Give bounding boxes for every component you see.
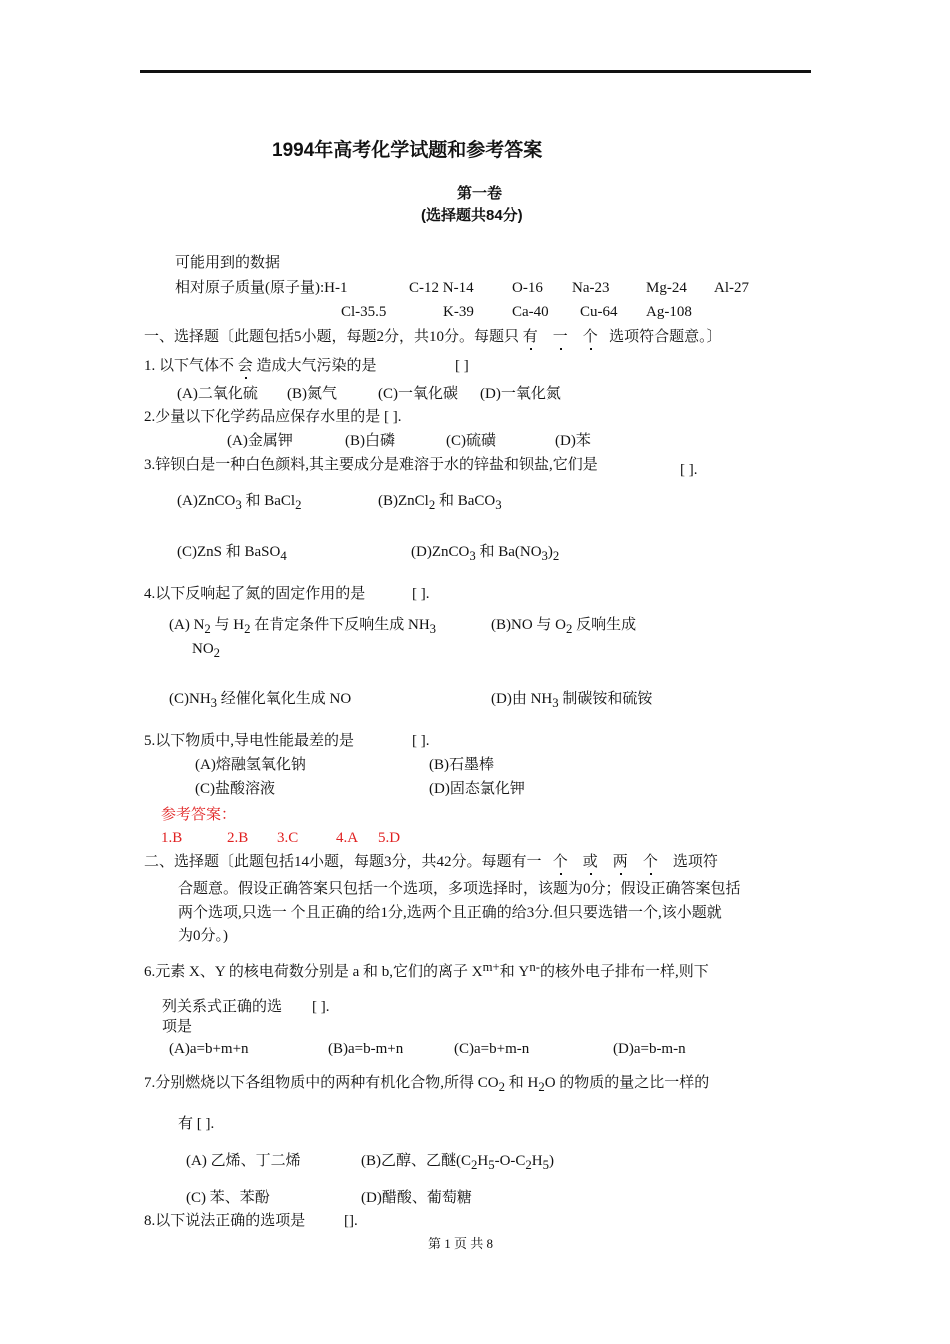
option-c: (C)ZnS 和 BaSO$_4$ [177, 544, 287, 563]
volume-heading: 第一卷 [457, 185, 503, 202]
option-a: (A)ZnCO$_3$ 和 BaCl$_2$ [177, 493, 302, 512]
option-a: (A) 乙烯、丁二烯 [186, 1153, 301, 1169]
option-c: (C)盐酸溶液 [195, 781, 275, 797]
question-6-line: 列关系式正确的选 [162, 999, 283, 1015]
atomic-mass: K-39 [443, 304, 474, 320]
question-3-stem: 3.锌钡白是一种白色颜料,其主要成分是难溶于水的锌盐和钡盐,它们是 [144, 457, 598, 473]
atomic-label: 相对原子质量(原子量):H-1 [175, 280, 348, 296]
question-2-stem: 2.少量以下化学药品应保存水里的是 [ ]. [144, 409, 402, 425]
option-a: (A)熔融氢氧化钠 [195, 757, 306, 773]
volume-note: (选择题共84分) [421, 207, 523, 224]
option-d: (D)由 $NH_3$ 制碳铵和硫铵 [491, 691, 653, 710]
option-b: (B)ZnCl$_2$ 和 BaCO$_3$ [378, 493, 502, 512]
option-b: (B)乙醇、乙醚$(C_2H_5-O-C_2H_5)$ [361, 1153, 555, 1172]
atomic-mass: Ca-40 [512, 304, 549, 320]
option-d: (D)醋酸、葡萄糖 [361, 1190, 472, 1206]
option-d: (D)苯 [555, 433, 591, 449]
option-a: (A)二氧化硫 [177, 386, 258, 402]
answer-item: 4.A [336, 830, 359, 846]
option-c: (C) 苯、苯酚 [186, 1190, 270, 1206]
option-d: (D)ZnCO$_3$ 和 $Ba(NO_3)_2$ [411, 544, 560, 563]
answer-item: 5.D [378, 830, 401, 846]
option-b: (B)氮气 [287, 386, 337, 402]
option-d: (D)a=b-m-n [613, 1041, 686, 1057]
option-c: (C)a=b+m-n [454, 1041, 530, 1057]
section2-line: 合题意。假设正确答案只包括一个选项，多项选择时，该题为0分；假设正确答案包括 [178, 881, 741, 897]
question-6-line: 项是 [162, 1019, 193, 1035]
option-a-continued: $NO_2$ [192, 641, 221, 660]
answer-item: 2.B [227, 830, 249, 846]
page-title: 1994年高考化学试题和参考答案 [272, 140, 543, 161]
question-1-stem: 1. 以下气体不 会 造成大气污染的是 [144, 358, 377, 374]
atomic-mass: Cl-35.5 [341, 304, 387, 320]
option-a: (A)金属钾 [227, 433, 293, 449]
question-7-stem: 7.分别燃烧以下各组物质中的两种有机化合物,所得 $CO_2$ 和 $H_2O$ 的物质的量之比一样的 [144, 1075, 710, 1094]
section2-line: 两个选项,只选一 个且正确的给1分,选两个且正确的给3分.但只要选错一个,该小题就 [178, 905, 722, 921]
page-footer: 第 1 页 共 8 [428, 1236, 494, 1251]
option-b: (B)石墨棒 [429, 757, 494, 773]
question-8-stem: 8.以下说法正确的选项是 [144, 1213, 306, 1229]
section2-line: 为0分。) [178, 928, 228, 944]
atomic-mass: Cu-64 [580, 304, 618, 320]
option-a: (A)a=b+m+n [169, 1041, 249, 1057]
section1-header: 一、选择题〔此题包括5小题，每题2分，共10分。每题只 有 一 个 选项符合题意。〕 [144, 329, 722, 345]
section2-header: 二、选择题〔此题包括14小题，每题3分，共42分。每题有一 个 或 两 个 选项符 [144, 854, 718, 870]
question-6-stem: 6.元素 X、Y 的核电荷数分别是 a 和 b,它们的离子 $X^{m+}$和 $Y^{n-}$的核外电子排布一样,则下 [144, 959, 709, 980]
answer-bracket: [ ]. [412, 586, 430, 602]
question-4-stem: 4.以下反响起了氮的固定作用的是 [144, 586, 366, 602]
atomic-mass: O-16 [512, 280, 543, 296]
answer-item: 1.B [161, 830, 183, 846]
option-d: (D)固态氯化钾 [429, 781, 525, 797]
answer-bracket: [ ]. [312, 999, 330, 1015]
option-b: (B)NO 与 $O_2$ 反响生成 [491, 617, 637, 636]
atomic-intro: 可能用到的数据 [175, 255, 281, 271]
option-b: (B)a=b-m+n [328, 1041, 404, 1057]
answer-bracket: [ ] [455, 358, 469, 374]
question-5-stem: 5.以下物质中,导电性能最差的是 [144, 733, 355, 749]
answer-bracket: [ ]. [412, 733, 430, 749]
option-c: (C)硫磺 [446, 433, 496, 449]
atomic-mass: Ag-108 [646, 304, 692, 320]
atomic-mass: Al-27 [714, 280, 749, 296]
answer-bracket: [ ]. [680, 462, 698, 478]
answer-bracket: []. [344, 1213, 358, 1229]
option-d: (D)一氧化氮 [480, 386, 561, 402]
option-c: (C)一氧化碳 [378, 386, 458, 402]
option-c: $(C)NH_3$ 经催化氧化生成 NO [169, 691, 352, 710]
answers-label: 参考答案： [161, 807, 237, 823]
top-rule [140, 70, 811, 73]
option-a: (A) $N_2$ 与 $H_2$ 在肯定条件下反响生成 $NH_3$ [169, 617, 437, 636]
option-b: (B)白磷 [345, 433, 395, 449]
answer-item: 3.C [277, 830, 299, 846]
question-7-line: 有 [ ]. [178, 1116, 215, 1132]
atomic-mass: C-12 N-14 [409, 280, 474, 296]
atomic-mass: Na-23 [572, 280, 610, 296]
atomic-mass: Mg-24 [646, 280, 687, 296]
